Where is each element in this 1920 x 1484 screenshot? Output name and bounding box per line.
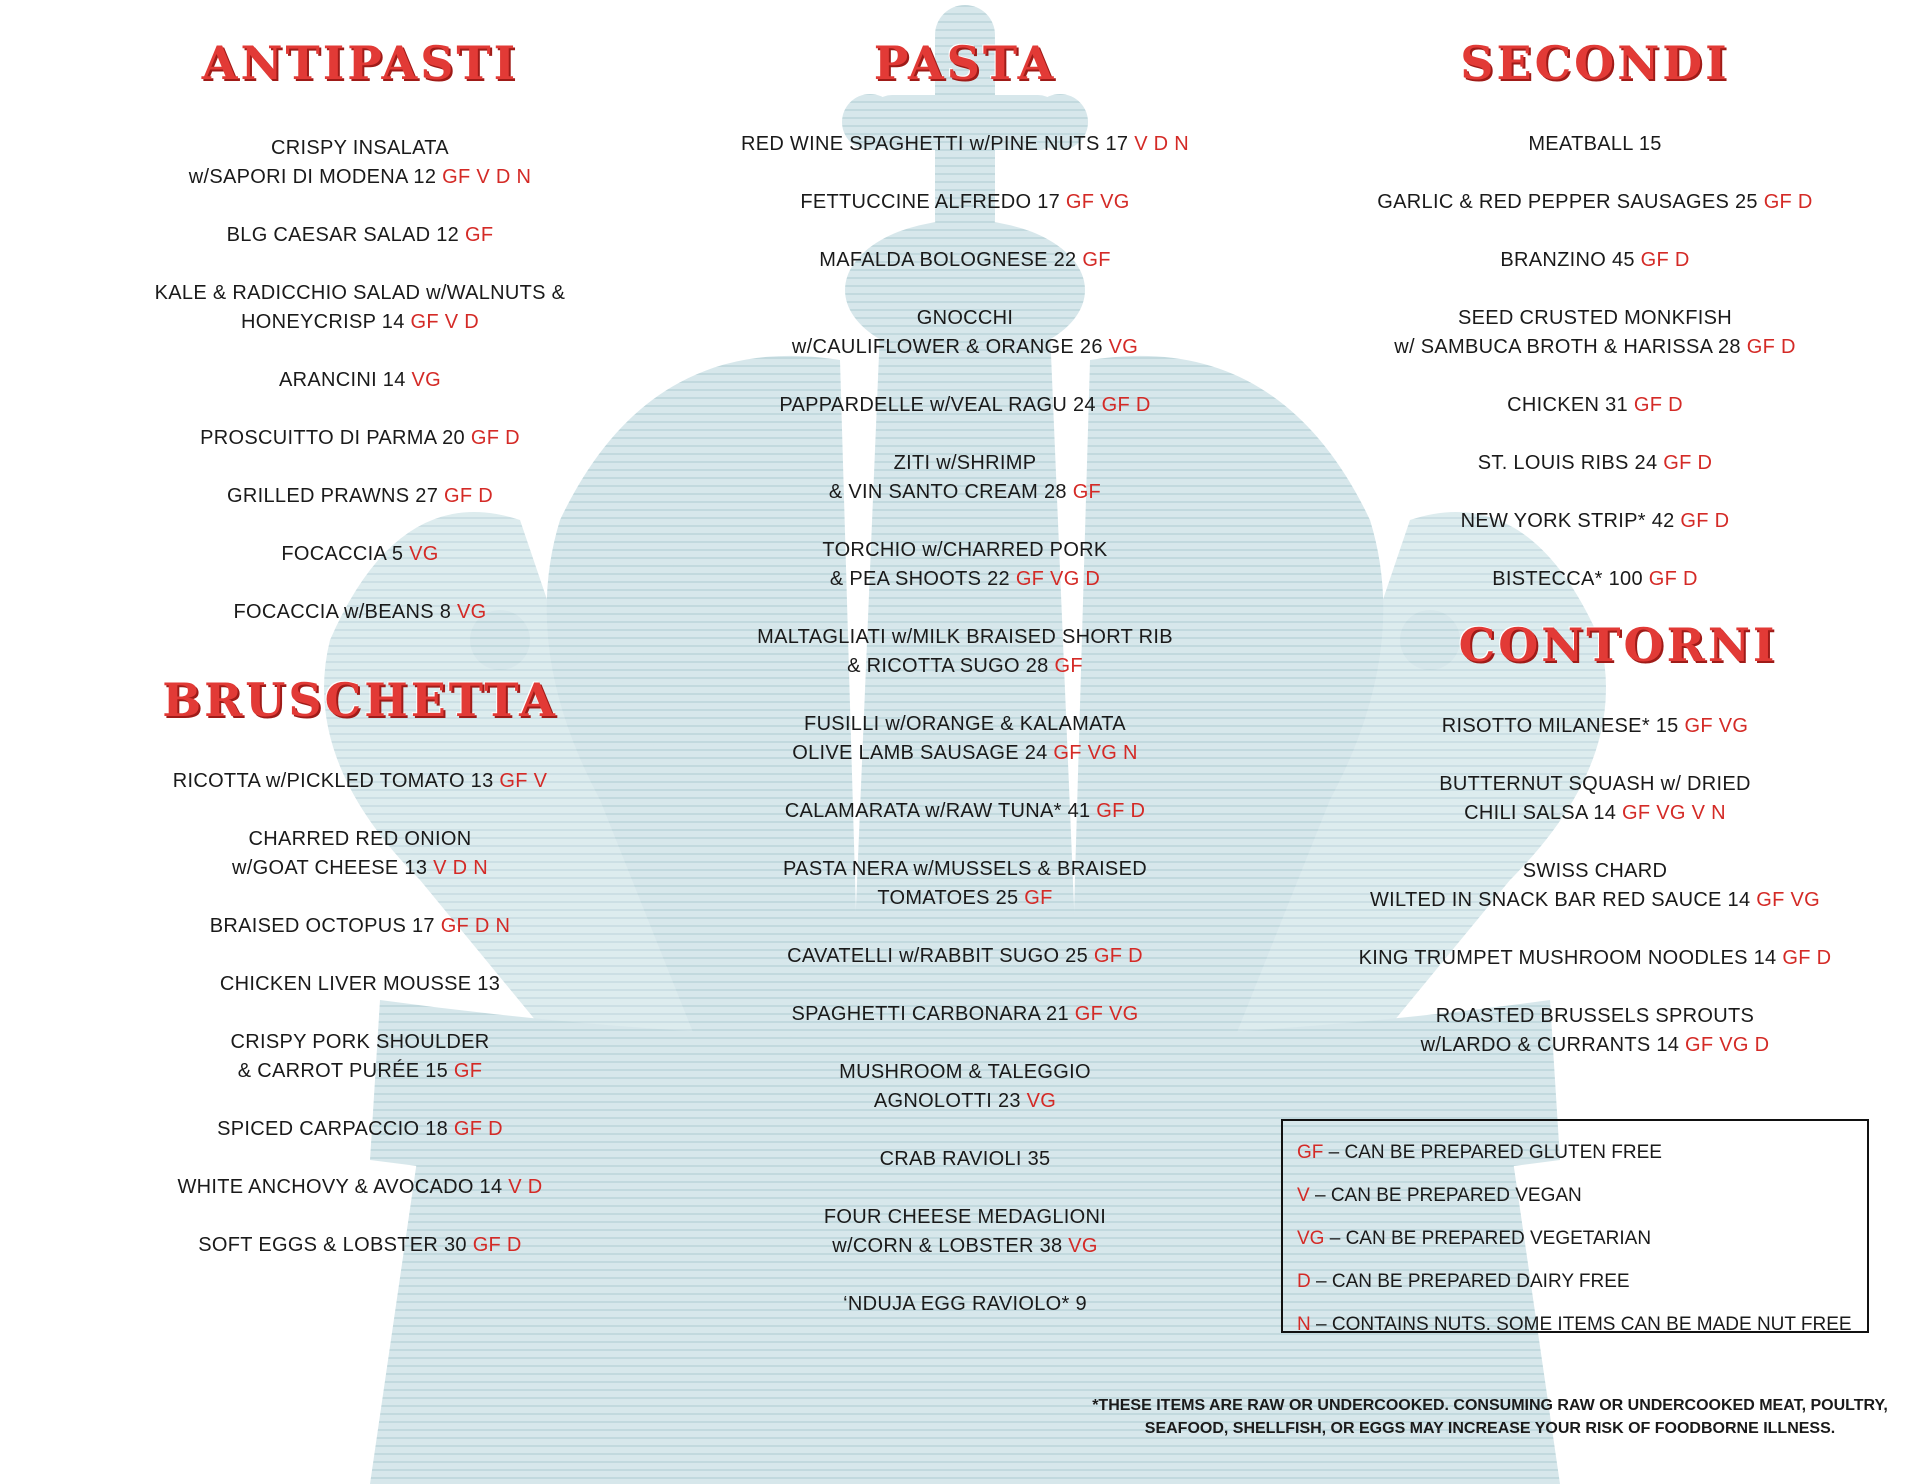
menu-item [1345, 188, 1845, 217]
menu-item [715, 1058, 1215, 1116]
menu-item-name: NEW YORK STRIP* 42 [1460, 510, 1675, 532]
menu-item [715, 797, 1215, 826]
menu-item-line [715, 478, 1215, 507]
menu-item-line [715, 536, 1215, 565]
menu-item-name: CHICKEN LIVER MOUSSE 13 [219, 973, 501, 995]
menu-item [110, 1115, 610, 1144]
menu-item-name: BISTECCA* 100 [1492, 568, 1643, 590]
dietary-tags: V D [508, 1176, 543, 1198]
menu-item-line [715, 449, 1215, 478]
menu-item-name: GARLIC & RED PEPPER SAUSAGES 25 [1377, 191, 1758, 213]
bruschetta-list [110, 767, 610, 1260]
menu-item [110, 424, 610, 453]
menu-item [1345, 304, 1845, 362]
menu-item-line [715, 565, 1215, 594]
disclaimer-line-1: *THESE ITEMS ARE RAW OR UNDERCOOKED. CONSUMING RAW OR UNDERCOOKED MEAT, POULTRY, [1092, 1397, 1888, 1414]
menu-item-name: RICOTTA w/PICKLED TOMATO 13 [172, 770, 494, 792]
menu-item-name: SPAGHETTI CARBONARA 21 [791, 1003, 1069, 1025]
menu-item-name: ROASTED BRUSSELS SPROUTS [1435, 1005, 1755, 1027]
menu-item-name: w/ SAMBUCA BROTH & HARISSA 28 [1394, 336, 1741, 358]
menu-item-name: CRISPY PORK SHOULDER [230, 1031, 490, 1053]
menu-item-line [110, 308, 610, 337]
raw-food-disclaimer [1085, 1394, 1895, 1440]
dietary-tags: GF D [1096, 800, 1146, 822]
menu-item-line [110, 221, 610, 250]
dietary-tags: GF [464, 224, 494, 246]
menu-item-name: KALE & RADICCHIO SALAD w/WALNUTS & [154, 282, 566, 304]
menu-item-name: MEATBALL 15 [1528, 133, 1662, 155]
menu-item-line [110, 163, 610, 192]
antipasti-list [110, 134, 610, 627]
menu-item-line [715, 333, 1215, 362]
legend-code: GF [1297, 1142, 1324, 1163]
menu-item-line [715, 652, 1215, 681]
dietary-tags: GF VG N [1053, 742, 1138, 764]
menu-item-name: w/GOAT CHEESE 13 [232, 857, 428, 879]
menu-item-name: MAFALDA BOLOGNESE 22 [819, 249, 1077, 271]
menu-item-line [110, 1028, 610, 1057]
legend-row [1297, 1217, 1853, 1260]
menu-item [110, 279, 610, 337]
secondi-list [1345, 130, 1845, 594]
menu-item-line [715, 304, 1215, 333]
menu-item [110, 366, 610, 395]
dietary-tags: VG [1068, 1235, 1098, 1257]
dietary-tags: GF D [472, 1234, 522, 1256]
menu-item-line [715, 710, 1215, 739]
dietary-tags: GF VG [1684, 715, 1749, 737]
menu-item [1345, 712, 1845, 741]
menu-item-name: WHITE ANCHOVY & AVOCADO 14 [177, 1176, 503, 1198]
dietary-tags: GF D [1093, 945, 1143, 967]
dietary-tags: GF D [1648, 568, 1698, 590]
legend-row [1297, 1303, 1853, 1346]
menu-item-name: w/LARDO & CURRANTS 14 [1420, 1034, 1680, 1056]
menu-item [1345, 944, 1845, 973]
menu-item-line [1345, 712, 1845, 741]
menu-item-line [1345, 944, 1845, 973]
menu-item-name: & RICOTTA SUGO 28 [847, 655, 1049, 677]
dietary-tags: GF D [443, 485, 493, 507]
menu-item [1345, 507, 1845, 536]
dietary-tags: GF D [1633, 394, 1683, 416]
dietary-tags: GF D [1782, 947, 1832, 969]
legend-text: – CAN BE PREPARED GLUTEN FREE [1328, 1142, 1662, 1163]
dietary-tags: VG [411, 369, 442, 391]
menu-item [110, 1028, 610, 1086]
menu-item-line [1345, 304, 1845, 333]
dietary-tags: GF [1054, 655, 1083, 677]
menu-item-name: & CARROT PURÉE 15 [237, 1060, 449, 1082]
menu-item [110, 825, 610, 883]
dietary-tags: VG [1026, 1090, 1057, 1112]
legend-text: – CAN BE PREPARED DAIRY FREE [1316, 1271, 1630, 1292]
menu-item [1345, 565, 1845, 594]
menu-item-line [1345, 246, 1845, 275]
dietary-tags: GF V D N [442, 166, 532, 188]
menu-item-line [110, 825, 610, 854]
section-title-antipasti: ANTIPASTI [201, 36, 519, 90]
menu-item-name: BRANZINO 45 [1500, 249, 1635, 271]
menu-item-name: FUSILLI w/ORANGE & KALAMATA [804, 713, 1126, 735]
menu-item-line [110, 424, 610, 453]
dietary-tags: GF [453, 1060, 483, 1082]
menu-item-line [110, 540, 610, 569]
menu-item [715, 188, 1215, 217]
menu-item-name: w/CORN & LOBSTER 38 [832, 1235, 1063, 1257]
dietary-tags: GF V [499, 770, 548, 792]
dietary-tags: V D N [433, 857, 488, 879]
menu-item-name: GRILLED PRAWNS 27 [227, 485, 439, 507]
menu-item-name: CAVATELLI w/RABBIT SUGO 25 [787, 945, 1088, 967]
menu-item-line [715, 1087, 1215, 1116]
legend-code: D [1297, 1271, 1311, 1292]
menu-item-name: HONEYCRISP 14 [241, 311, 405, 333]
menu-item-line [715, 1290, 1215, 1319]
dietary-tags: GF D [1640, 249, 1690, 271]
menu-item-name: w/CAULIFLOWER & ORANGE 26 [791, 336, 1103, 358]
menu-item [1345, 857, 1845, 915]
dietary-tags: V D N [1134, 133, 1190, 155]
menu-item [715, 710, 1215, 768]
menu-item [110, 134, 610, 192]
menu-item-name: MALTAGLIATI w/MILK BRAISED SHORT RIB [757, 626, 1173, 648]
dietary-tags: VG [1108, 336, 1139, 358]
dietary-tags: GF D [1763, 191, 1813, 213]
menu-item-name: ZITI w/SHRIMP [893, 452, 1037, 474]
legend-code: V [1297, 1185, 1310, 1206]
menu-item-name: SWISS CHARD [1522, 860, 1668, 882]
dietary-tags: GF D [1680, 510, 1730, 532]
menu-item-line [1345, 799, 1845, 828]
menu-item-line [715, 739, 1215, 768]
menu-item-line [715, 246, 1215, 275]
dietary-tags: GF VG D [1685, 1034, 1770, 1056]
dietary-tags: VG [409, 543, 439, 565]
section-title-bruschetta: BRUSCHETTA [162, 673, 558, 727]
dietary-tags: GF D [1746, 336, 1796, 358]
menu-item-line [715, 797, 1215, 826]
menu-item-line [110, 279, 610, 308]
menu-item-line [110, 912, 610, 941]
dietary-tags: GF D [1663, 452, 1713, 474]
menu-item-name: GNOCCHI [916, 307, 1014, 329]
menu-item-name: PAPPARDELLE w/VEAL RAGU 24 [779, 394, 1096, 416]
legend-row [1297, 1131, 1853, 1174]
menu-item-name: FETTUCCINE ALFREDO 17 [800, 191, 1061, 213]
menu-item-line [1345, 886, 1845, 915]
menu-item [1345, 246, 1845, 275]
menu-item-line [715, 942, 1215, 971]
section-title-secondi: SECONDI [1460, 36, 1730, 90]
menu-item-name: CHICKEN 31 [1507, 394, 1628, 416]
right-column [1345, 38, 1845, 1060]
menu-item-line [715, 1145, 1215, 1174]
dietary-tags: GF [1082, 249, 1111, 271]
menu-item-line [110, 1173, 610, 1202]
menu-item [110, 598, 610, 627]
dietary-tags: GF D N [440, 915, 511, 937]
dietary-tags: GF V D [410, 311, 479, 333]
menu-item-name: FOCACCIA w/BEANS 8 [233, 601, 452, 623]
menu-item [110, 767, 610, 796]
menu-item-line [715, 1203, 1215, 1232]
dietary-legend [1281, 1119, 1869, 1333]
menu-item-name: ‘NDUJA EGG RAVIOLO* 9 [843, 1293, 1087, 1315]
menu-item-line [715, 391, 1215, 420]
menu-item-line [715, 188, 1215, 217]
menu-item-line [1345, 188, 1845, 217]
menu-item-name: KING TRUMPET MUSHROOM NOODLES 14 [1358, 947, 1777, 969]
menu-item [715, 1000, 1215, 1029]
menu-item-name: CHARRED RED ONION [248, 828, 472, 850]
menu-item [715, 130, 1215, 159]
menu-item-line [715, 1232, 1215, 1261]
menu-item-line [110, 482, 610, 511]
menu-item-name: & VIN SANTO CREAM 28 [828, 481, 1067, 503]
menu-item-name: SEED CRUSTED MONKFISH [1457, 307, 1733, 329]
dietary-tags: GF VG [1756, 889, 1820, 911]
menu-item-line [1345, 1002, 1845, 1031]
menu-item [715, 623, 1215, 681]
menu-item-name: FOUR CHEESE MEDAGLIONI [823, 1206, 1107, 1228]
menu-item-line [715, 623, 1215, 652]
section-title-pasta: PASTA [873, 36, 1057, 90]
menu-item-line [1345, 507, 1845, 536]
menu-item-line [1345, 565, 1845, 594]
dietary-tags: GF VG [1065, 191, 1130, 213]
menu-item-line [110, 1057, 610, 1086]
menu-item [110, 1231, 610, 1260]
menu-item-name: AGNOLOTTI 23 [873, 1090, 1021, 1112]
dietary-tags: GF VG [1074, 1003, 1139, 1025]
legend-row [1297, 1260, 1853, 1303]
menu-item-name: BUTTERNUT SQUASH w/ DRIED [1439, 773, 1751, 795]
menu-item-line [110, 1231, 610, 1260]
contorni-list [1345, 712, 1845, 1060]
menu-item-line [110, 1115, 610, 1144]
menu-item-name: SPICED CARPACCIO 18 [217, 1118, 449, 1140]
legend-list [1297, 1131, 1853, 1346]
menu-item [715, 536, 1215, 594]
menu-item [715, 1145, 1215, 1174]
menu-item-name: CALAMARATA w/RAW TUNA* 41 [784, 800, 1091, 822]
legend-text: – CAN BE PREPARED VEGETARIAN [1329, 1228, 1652, 1249]
menu-item-line [1345, 770, 1845, 799]
menu-item [715, 246, 1215, 275]
legend-text: – CAN BE PREPARED VEGAN [1314, 1185, 1582, 1206]
menu-item-name: WILTED IN SNACK BAR RED SAUCE 14 [1369, 889, 1751, 911]
menu-item [110, 221, 610, 250]
dietary-tags: GF VG V N [1622, 802, 1726, 824]
dietary-tags: GF D [470, 427, 520, 449]
menu-item-line [110, 854, 610, 883]
menu-item-name: MUSHROOM & TALEGGIO [839, 1061, 1091, 1083]
menu-item-line [110, 134, 610, 163]
menu-item-name: ARANCINI 14 [278, 369, 406, 391]
menu-item-name: CRAB RAVIOLI 35 [879, 1148, 1051, 1170]
dietary-tags: GF D [453, 1118, 503, 1140]
menu-item-line [1345, 1031, 1845, 1060]
menu-item-name: RISOTTO MILANESE* 15 [1441, 715, 1679, 737]
menu-item [715, 449, 1215, 507]
menu-item-line [715, 130, 1215, 159]
menu-item-name: FOCACCIA 5 [281, 543, 404, 565]
menu-item [1345, 449, 1845, 478]
legend-code: N [1297, 1314, 1311, 1335]
menu-item [715, 855, 1215, 913]
menu-item-line [110, 970, 610, 999]
legend-row [1297, 1174, 1853, 1217]
menu-item [715, 391, 1215, 420]
menu-item [715, 1203, 1215, 1261]
dietary-tags: GF [1072, 481, 1102, 503]
menu-item [1345, 770, 1845, 828]
menu-item-line [715, 855, 1215, 884]
left-column [110, 38, 610, 1260]
menu-item [110, 1173, 610, 1202]
menu-item [715, 942, 1215, 971]
menu-item-name: TOMATOES 25 [877, 887, 1019, 909]
menu-item-name: SOFT EGGS & LOBSTER 30 [198, 1234, 467, 1256]
menu-item [110, 482, 610, 511]
menu-item-line [1345, 130, 1845, 159]
menu-item-line [110, 366, 610, 395]
disclaimer-line-2: SEAFOOD, SHELLFISH, OR EGGS MAY INCREASE YOUR RISK OF FOODBORNE ILLNESS. [1144, 1420, 1836, 1437]
menu-item [110, 540, 610, 569]
menu-item-name: PROSCUITTO DI PARMA 20 [200, 427, 465, 449]
menu-item-name: RED WINE SPAGHETTI w/PINE NUTS 17 [740, 133, 1129, 155]
dietary-tags: GF D [1101, 394, 1151, 416]
menu-item-name: BRAISED OCTOPUS 17 [209, 915, 435, 937]
menu-item [715, 304, 1215, 362]
menu-item-line [1345, 857, 1845, 886]
menu-item-line [715, 884, 1215, 913]
menu-item-name: ST. LOUIS RIBS 24 [1477, 452, 1658, 474]
legend-code: VG [1297, 1228, 1325, 1249]
menu-item-name: CRISPY INSALATA [271, 137, 449, 159]
menu-item [1345, 1002, 1845, 1060]
section-title-contorni: CONTORNI [1458, 618, 1778, 672]
menu-item-name: PASTA NERA w/MUSSELS & BRAISED [783, 858, 1147, 880]
menu-item [110, 970, 610, 999]
menu-item-line [1345, 391, 1845, 420]
menu-item [1345, 130, 1845, 159]
menu-item-line [715, 1000, 1215, 1029]
dietary-tags: GF VG D [1015, 568, 1101, 590]
menu-item-name: w/SAPORI DI MODENA 12 [188, 166, 437, 188]
menu-item-line [110, 598, 610, 627]
dietary-tags: VG [457, 601, 487, 623]
menu-item [1345, 391, 1845, 420]
menu-item [110, 912, 610, 941]
middle-column [715, 38, 1215, 1319]
menu-item-name: BLG CAESAR SALAD 12 [226, 224, 460, 246]
menu-item [715, 1290, 1215, 1319]
menu-item-name: & PEA SHOOTS 22 [829, 568, 1010, 590]
menu-item-line [110, 767, 610, 796]
dietary-tags: GF [1024, 887, 1053, 909]
menu-item-line [1345, 333, 1845, 362]
menu-item-line [1345, 449, 1845, 478]
menu-item-name: CHILI SALSA 14 [1464, 802, 1617, 824]
menu-item-name: OLIVE LAMB SAUSAGE 24 [792, 742, 1048, 764]
menu-item-line [715, 1058, 1215, 1087]
menu-item-name: TORCHIO w/CHARRED PORK [822, 539, 1108, 561]
pasta-list [715, 130, 1215, 1319]
legend-text: – CONTAINS NUTS. SOME ITEMS CAN BE MADE NUT FREE [1316, 1314, 1852, 1335]
